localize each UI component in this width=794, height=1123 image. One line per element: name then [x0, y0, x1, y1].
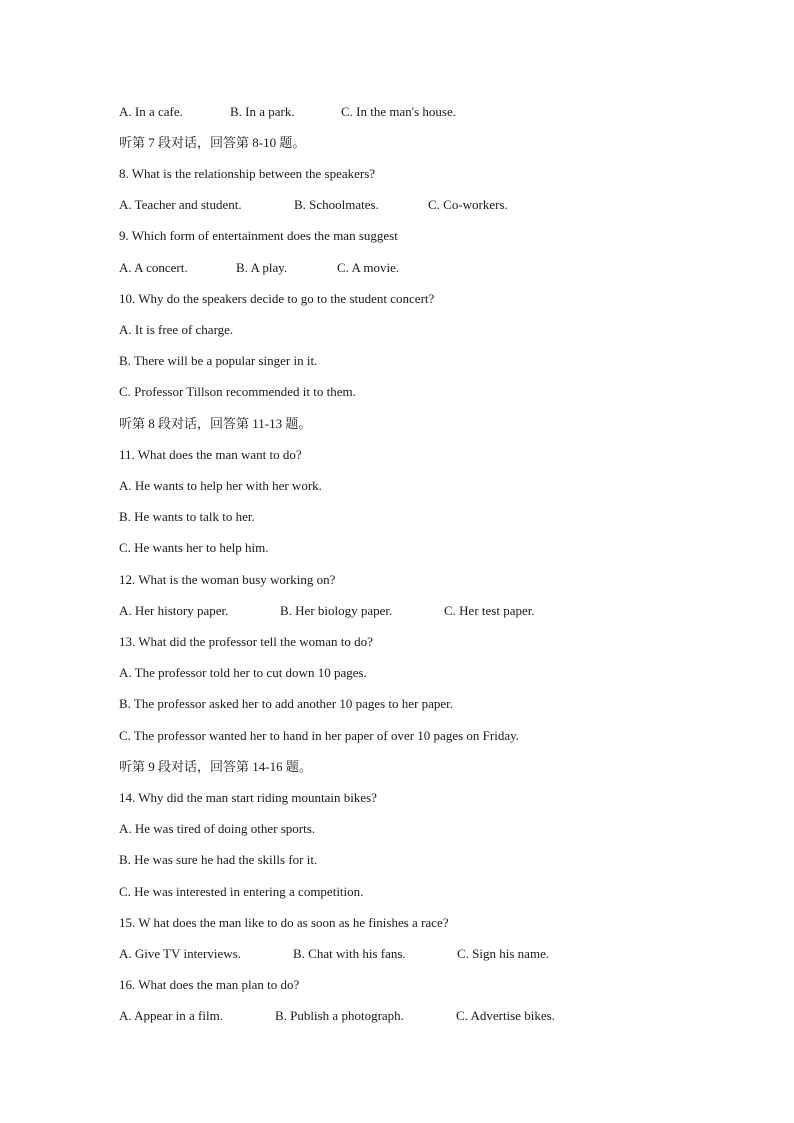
question-16: 16. What does the man plan to do? [119, 977, 300, 992]
option-c: C. He wants her to help him. [119, 540, 269, 555]
option-a: A. Appear in a film. [119, 1008, 223, 1023]
option-a: A. The professor told her to cut down 10 pages. [119, 665, 367, 680]
option-a: A. He wants to help her with her work. [119, 478, 322, 493]
question-9: 9. Which form of entertainment does the man suggest [119, 228, 398, 243]
option-b: B. He was sure he had the skills for it. [119, 852, 318, 867]
section-heading-7: 听第 7 段对话，回答第 8-10 题。 [119, 135, 306, 150]
option-a: A. It is free of charge. [119, 322, 234, 337]
option-c: C. A movie. [337, 260, 400, 275]
option-a: A. Her history paper. [119, 603, 229, 618]
question-14: 14. Why did the man start riding mountain bikes? [119, 790, 377, 805]
section-heading-9: 听第 9 段对话，回答第 14-16 题。 [119, 759, 312, 774]
option-c: C. Sign his name. [457, 946, 550, 961]
option-c: C. The professor wanted her to hand in her paper of over 10 pages on Friday. [119, 728, 519, 743]
option-a: A. Give TV interviews. [119, 946, 241, 961]
option-c: C. Her test paper. [444, 603, 535, 618]
option-c: C. Advertise bikes. [456, 1008, 555, 1023]
question-13: 13. What did the professor tell the woman to do? [119, 634, 373, 649]
option-b: B. A play. [236, 260, 288, 275]
question-8: 8. What is the relationship between the speakers? [119, 166, 376, 181]
option-a: A. A concert. [119, 260, 188, 275]
question-15: 15. W hat does the man like to do as soon as he finishes a race? [119, 915, 449, 930]
option-b: B. He wants to talk to her. [119, 509, 255, 524]
option-a: A. Teacher and student. [119, 197, 242, 212]
section-heading-8: 听第 8 段对话，回答第 11-13 题。 [119, 416, 312, 431]
question-12: 12. What is the woman busy working on? [119, 572, 336, 587]
option-b: B. Schoolmates. [294, 197, 379, 212]
option-c: C. Co-workers. [428, 197, 508, 212]
option-b: B. Her biology paper. [280, 603, 393, 618]
question-10: 10. Why do the speakers decide to go to the student concert? [119, 291, 435, 306]
option-a: A. He was tired of doing other sports. [119, 821, 316, 836]
option-b: B. Chat with his fans. [293, 946, 406, 961]
option-b: B. Publish a photograph. [275, 1008, 404, 1023]
option-c: C. In the man's house. [341, 104, 456, 119]
option-a: A. In a cafe. [119, 104, 183, 119]
option-c: C. He was interested in entering a competition. [119, 884, 364, 899]
option-c: C. Professor Tillson recommended it to them. [119, 384, 356, 399]
option-b: B. There will be a popular singer in it. [119, 353, 318, 368]
option-b: B. In a park. [230, 104, 295, 119]
option-b: B. The professor asked her to add another 10 pages to her paper. [119, 696, 454, 711]
question-11: 11. What does the man want to do? [119, 447, 302, 462]
